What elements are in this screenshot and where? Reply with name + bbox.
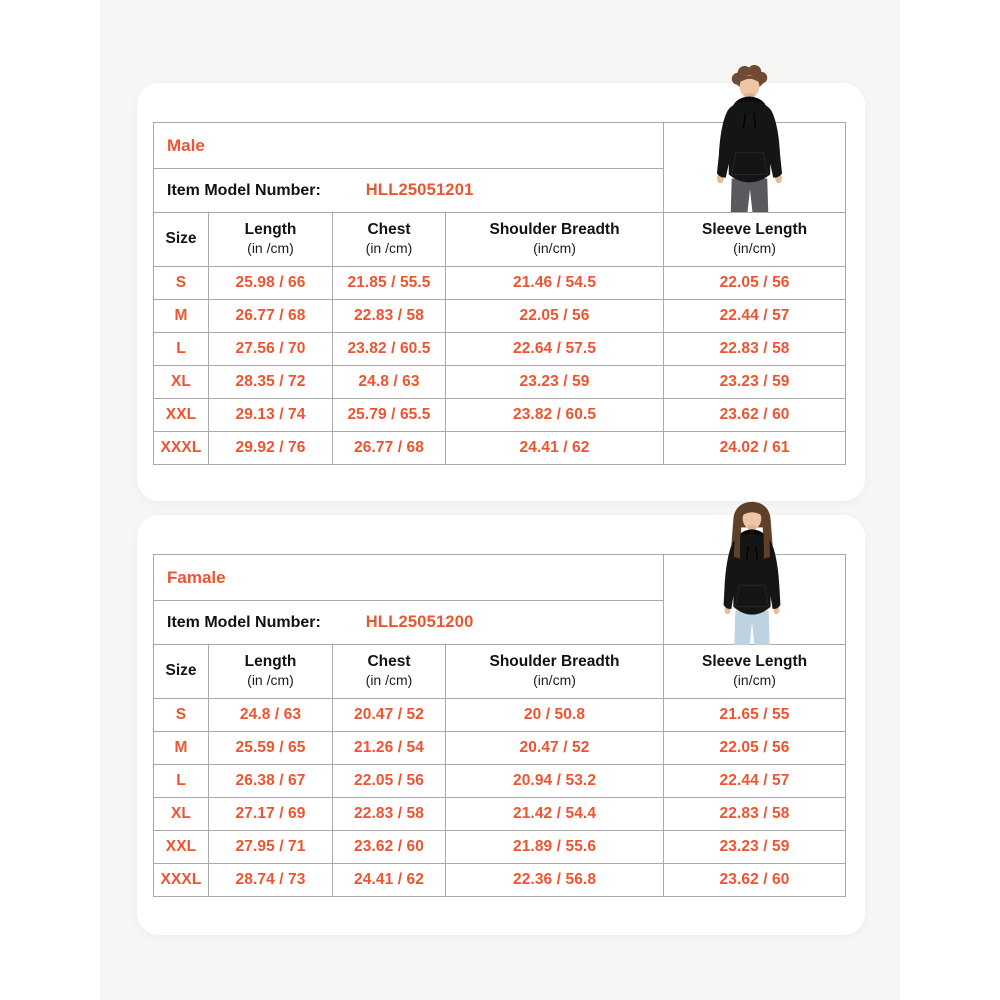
measurement-value: 22.83 / 58 [333,300,446,333]
measurement-value: 27.95 / 71 [209,831,333,864]
measurement-value: 23.23 / 59 [446,366,664,399]
size-label: XXXL [154,432,209,465]
gender-title-cell [154,555,664,601]
measurement-value: 25.59 / 65 [209,732,333,765]
measurement-value: 21.46 / 54.5 [446,267,664,300]
table-row [154,864,846,897]
size-label: L [154,333,209,366]
measurement-value: 20.94 / 53.2 [446,765,664,798]
measurement-value: 27.56 / 70 [209,333,333,366]
measurement-value: 21.89 / 55.6 [446,831,664,864]
measurement-value: 24.8 / 63 [333,366,446,399]
measurement-value: 20 / 50.8 [446,699,664,732]
model-number-value: HLL25051200 [365,613,474,631]
table-row [154,765,846,798]
measurement-value: 22.36 / 56.8 [446,864,664,897]
measurement-value: 23.62 / 60 [664,399,846,432]
male-model-photo [699,64,798,212]
size-label: XL [154,798,209,831]
measurement-value: 24.8 / 63 [209,699,333,732]
measurement-value: 22.05 / 56 [446,300,664,333]
measurement-value: 26.38 / 67 [209,765,333,798]
measurement-value: 26.77 / 68 [333,432,446,465]
female-model-photo [702,498,800,645]
column-header-shoulder-breadth: Shoulder Breadth (in/cm) [446,645,664,699]
measurement-value: 29.92 / 76 [209,432,333,465]
table-row [154,399,846,432]
measurement-value: 22.83 / 58 [664,798,846,831]
measurement-value: 23.82 / 60.5 [333,333,446,366]
measurement-value: 23.62 / 60 [333,831,446,864]
measurement-value: 25.98 / 66 [209,267,333,300]
table-row [154,333,846,366]
measurement-value: 21.65 / 55 [664,699,846,732]
size-label: M [154,300,209,333]
size-label: S [154,699,209,732]
gender-title: Famale [167,567,226,587]
measurement-value: 22.05 / 56 [333,765,446,798]
table-row [154,798,846,831]
size-label: L [154,765,209,798]
measurement-value: 22.44 / 57 [664,765,846,798]
measurement-value: 22.83 / 58 [664,333,846,366]
table-row [154,366,846,399]
measurement-value: 20.47 / 52 [446,732,664,765]
table-row [154,432,846,465]
measurement-value: 24.41 / 62 [446,432,664,465]
measurement-value: 27.17 / 69 [209,798,333,831]
size-label: XXXL [154,864,209,897]
measurement-value: 23.23 / 59 [664,366,846,399]
measurement-value: 26.77 / 68 [209,300,333,333]
table-row [154,300,846,333]
column-header-chest: Chest (in /cm) [333,213,446,267]
model-number-value: HLL25051201 [365,181,474,199]
measurement-value: 23.82 / 60.5 [446,399,664,432]
measurement-value: 22.64 / 57.5 [446,333,664,366]
measurement-value: 20.47 / 52 [333,699,446,732]
column-header-size: Size [154,645,209,699]
column-header-length: Length (in /cm) [209,645,333,699]
column-header-shoulder-breadth: Shoulder Breadth (in/cm) [446,213,664,267]
measurement-value: 28.35 / 72 [209,366,333,399]
measurement-value: 22.83 / 58 [333,798,446,831]
gender-title-cell [154,123,664,169]
table-row [154,267,846,300]
size-label: M [154,732,209,765]
size-label: XXL [154,399,209,432]
measurement-value: 21.42 / 54.4 [446,798,664,831]
column-header-chest: Chest (in /cm) [333,645,446,699]
measurement-value: 24.02 / 61 [664,432,846,465]
measurement-value: 28.74 / 73 [209,864,333,897]
gender-title: Male [167,135,205,155]
size-label: S [154,267,209,300]
measurement-value: 22.05 / 56 [664,732,846,765]
model-number-cell [154,601,664,645]
measurement-value: 29.13 / 74 [209,399,333,432]
column-header-length: Length (in /cm) [209,213,333,267]
size-label: XXL [154,831,209,864]
model-number-label: Item Model Number: [167,182,321,199]
table-row [154,699,846,732]
model-number-label: Item Model Number: [167,614,321,631]
measurement-value: 23.62 / 60 [664,864,846,897]
measurement-value: 22.44 / 57 [664,300,846,333]
measurement-value: 23.23 / 59 [664,831,846,864]
size-label: XL [154,366,209,399]
measurement-value: 21.85 / 55.5 [333,267,446,300]
column-header-sleeve-length: Sleeve Length (in/cm) [664,645,846,699]
measurement-value: 21.26 / 54 [333,732,446,765]
model-number-cell [154,169,664,213]
table-row [154,732,846,765]
column-header-sleeve-length: Sleeve Length (in/cm) [664,213,846,267]
column-header-size: Size [154,213,209,267]
table-header-row [154,213,846,267]
table-header-row [154,645,846,699]
measurement-value: 24.41 / 62 [333,864,446,897]
measurement-value: 22.05 / 56 [664,267,846,300]
measurement-value: 25.79 / 65.5 [333,399,446,432]
table-row [154,831,846,864]
